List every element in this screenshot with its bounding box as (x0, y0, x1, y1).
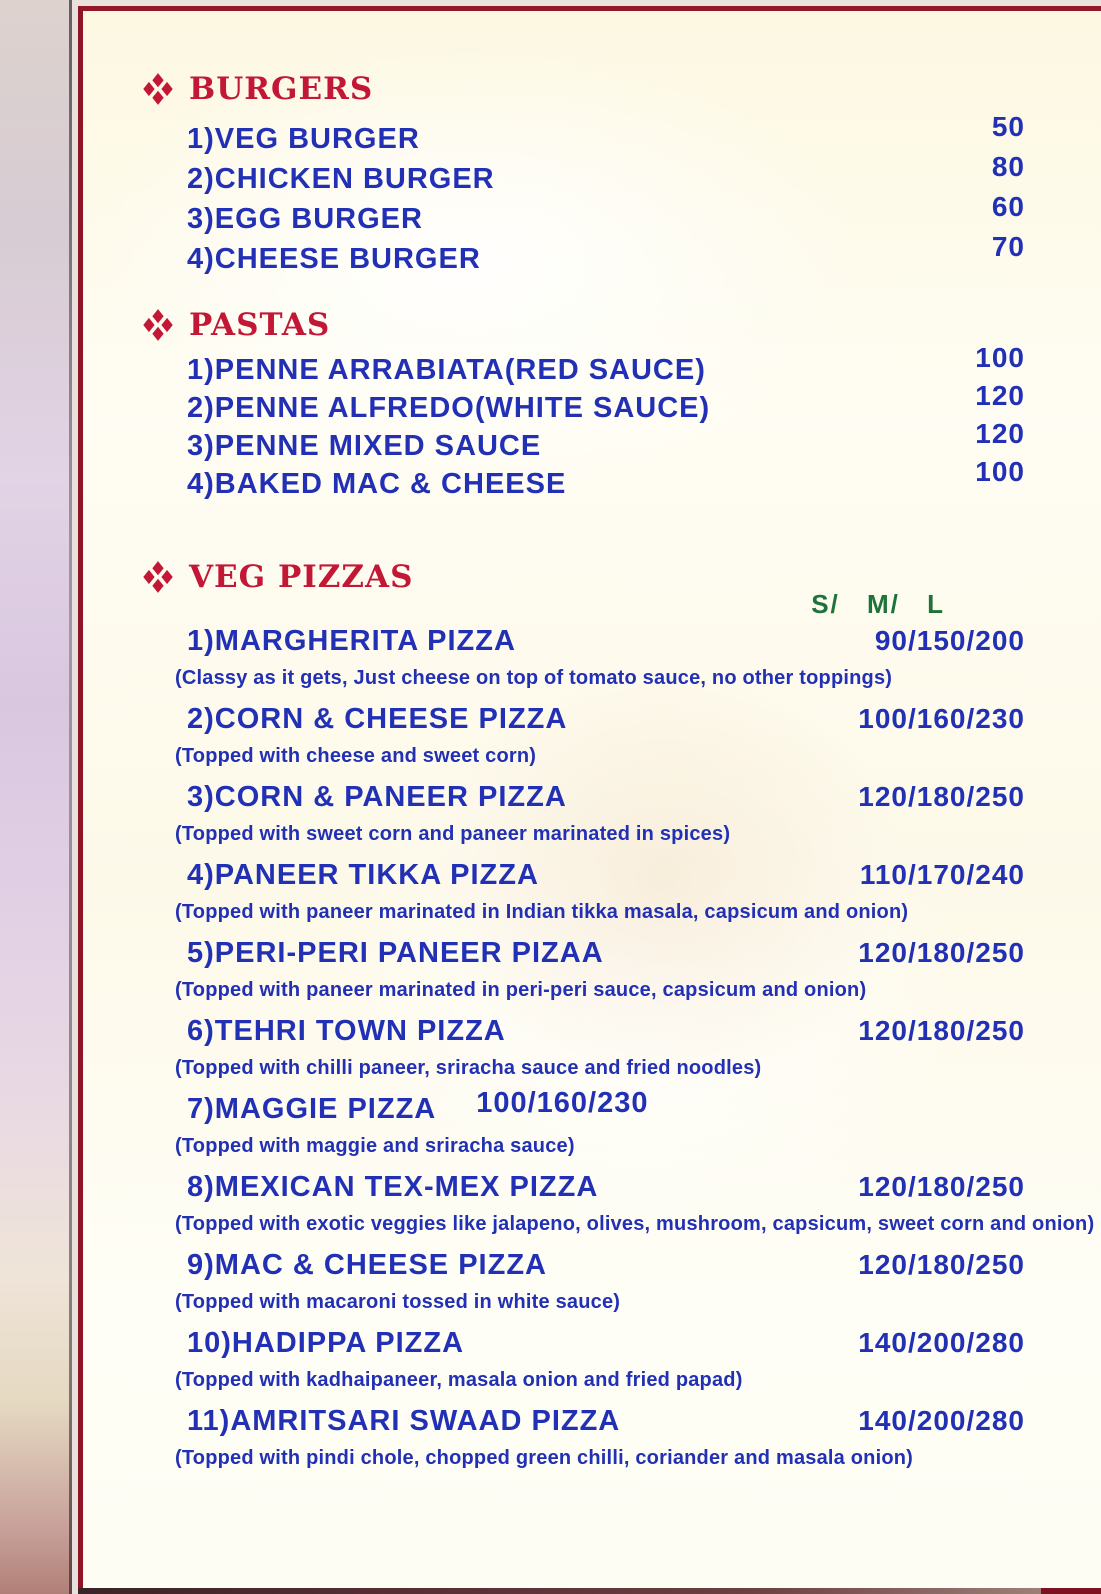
menu-item-block (141, 931, 1025, 1009)
menu-item-block (141, 619, 1025, 697)
item-name: 3)EGG BURGER (187, 203, 423, 235)
menu-item-row (141, 1009, 1025, 1053)
menu-item-row (141, 697, 1025, 741)
menu-item-row (141, 1165, 1025, 1209)
section-item-list (141, 342, 1025, 503)
item-price: 100 (975, 456, 1025, 487)
menu-item-row (141, 1243, 1025, 1287)
item-name: 7)MAGGIE PIZZA (187, 1093, 437, 1125)
item-description: (Topped with paneer marinated in Indian tikka masala, capsicum and onion) (175, 901, 909, 923)
section-item-list (141, 111, 1025, 279)
item-name: 4)PANEER TIKKA PIZZA (187, 859, 539, 891)
item-description: (Topped with sweet corn and paneer marinated in spices) (175, 823, 731, 845)
item-name: 2)CORN & CHEESE PIZZA (187, 703, 568, 735)
item-description: (Classy as it gets, Just cheese on top of tomato sauce, no other toppings) (175, 667, 893, 689)
item-name: 4)BAKED MAC & CHEESE (187, 468, 567, 500)
item-name: 6)TEHRI TOWN PIZZA (187, 1015, 506, 1047)
menu-item-row (141, 418, 1025, 465)
section-header (141, 307, 1025, 343)
item-name: 1)MARGHERITA PIZZA (187, 625, 516, 657)
item-price: 100/160/230 (476, 1087, 649, 1119)
item-price: 120 (975, 380, 1025, 411)
menu-item-block (141, 1321, 1025, 1399)
item-name: 9)MAC & CHEESE PIZZA (187, 1249, 547, 1281)
item-price: 50 (991, 111, 1025, 142)
menu-item-block (141, 853, 1025, 931)
card-edge-shadow (69, 0, 72, 1594)
menu-item-row (141, 380, 1025, 427)
menu-item-row (141, 1399, 1025, 1443)
item-price: 120/180/250 (858, 1171, 1025, 1202)
menu-item-row (141, 191, 1025, 239)
menu-item-block (141, 1087, 1025, 1165)
item-name: 3)PENNE MIXED SAUCE (187, 430, 542, 462)
item-name: 5)PERI-PERI PANEER PIZAA (187, 937, 604, 969)
menu-card (78, 6, 1101, 1594)
item-price: 120/180/250 (858, 781, 1025, 812)
item-price: 80 (991, 151, 1025, 182)
card-bottom-edge (78, 1588, 1041, 1594)
item-price: 120/180/250 (858, 937, 1025, 968)
section-title: PASTAS (189, 307, 331, 343)
item-price: 100/160/230 (858, 703, 1025, 734)
item-description: (Topped with maggie and sriracha sauce) (175, 1135, 575, 1157)
menu-item-block (141, 1009, 1025, 1087)
item-price: 110/170/240 (859, 859, 1025, 890)
item-price: 120/180/250 (858, 1015, 1025, 1046)
item-name: 3)CORN & PANEER PIZZA (187, 781, 567, 813)
item-description: (Topped with kadhaipaneer, masala onion and fried papad) (175, 1369, 743, 1391)
item-price: 100 (975, 342, 1025, 373)
menu-item-row (141, 342, 1025, 389)
menu-item-row (141, 853, 1025, 897)
menu-item-row (141, 231, 1025, 279)
menu-section-pastas (83, 307, 1101, 503)
item-description: (Topped with chilli paneer, sriracha sauce and fried noodles) (175, 1057, 762, 1079)
diamond-cluster-icon (141, 72, 175, 106)
item-name: 4)CHEESE BURGER (187, 243, 481, 275)
item-price: 90/150/200 (874, 625, 1025, 656)
menu-item-row (141, 775, 1025, 819)
menu-item-block (141, 1399, 1025, 1477)
item-name: 1)VEG BURGER (187, 123, 420, 155)
menu-item-block (141, 1243, 1025, 1321)
item-description: (Topped with pindi chole, chopped green chilli, coriander and masala onion) (175, 1447, 914, 1469)
item-name: 10)HADIPPA PIZZA (187, 1327, 465, 1359)
menu-item-row (141, 456, 1025, 503)
section-title: BURGERS (189, 71, 374, 107)
menu-section-burgers (83, 71, 1101, 279)
menu-item-block (141, 697, 1025, 775)
menu-item-row (141, 151, 1025, 199)
diamond-cluster-icon (141, 308, 175, 342)
menu-item-row (141, 1321, 1025, 1365)
item-description: (Topped with cheese and sweet corn) (175, 745, 537, 767)
item-price: 70 (991, 231, 1025, 262)
item-price: 140/200/280 (858, 1327, 1025, 1358)
item-description: (Topped with exotic veggies like jalapeno, olives, mushroom, capsicum, sweet corn and onion) (175, 1213, 1095, 1235)
item-price: 120 (975, 418, 1025, 449)
item-description: (Topped with macaroni tossed in white sauce) (175, 1291, 621, 1313)
item-name: 2)CHICKEN BURGER (187, 163, 495, 195)
item-name: 1)PENNE ARRABIATA(RED SAUCE) (187, 354, 706, 386)
item-description: (Topped with paneer marinated in peri-peri sauce, capsicum and onion) (175, 979, 867, 1001)
diamond-cluster-icon (141, 560, 175, 594)
menu-item-row (141, 619, 1025, 663)
menu-item-block (141, 1165, 1095, 1243)
size-column-header: S/ M/ L (811, 589, 945, 619)
section-title: VEG PIZZAS (189, 559, 414, 595)
item-name: 11)AMRITSARI SWAAD PIZZA (187, 1405, 621, 1437)
item-name: 2)PENNE ALFREDO(WHITE SAUCE) (187, 392, 711, 424)
menu-item-row (141, 1087, 1025, 1131)
menu-item-row (141, 931, 1025, 975)
item-price: 120/180/250 (858, 1249, 1025, 1280)
item-price: 60 (991, 191, 1025, 222)
item-name: 8)MEXICAN TEX-MEX PIZZA (187, 1171, 599, 1203)
photo-background-strip (0, 0, 72, 1594)
menu-item-row (141, 111, 1025, 159)
item-price: 140/200/280 (858, 1405, 1025, 1436)
menu-item-block (141, 775, 1025, 853)
section-item-list (141, 619, 1095, 1477)
section-header (141, 71, 1025, 107)
menu-section-veg-pizzas (83, 559, 1101, 1477)
